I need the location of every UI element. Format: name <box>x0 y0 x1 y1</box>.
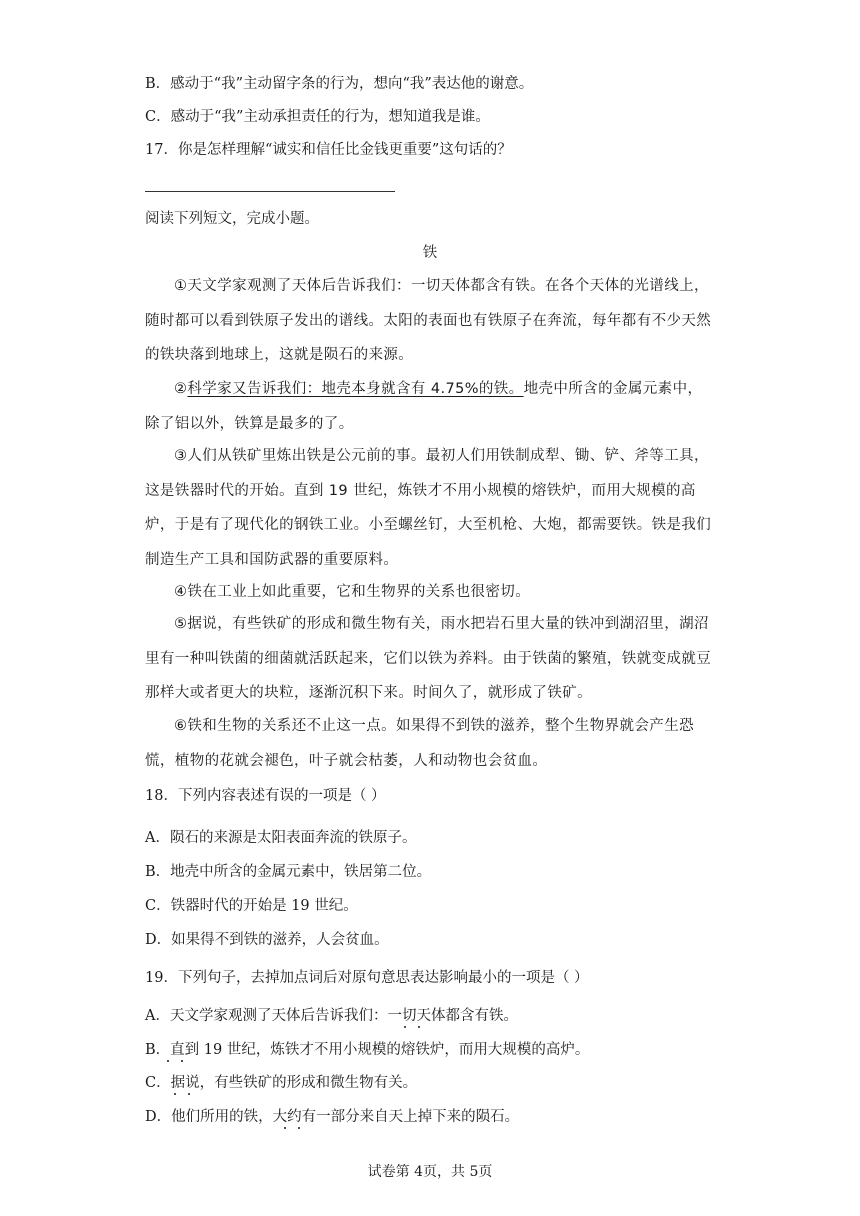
page-footer: 试卷第 4页，共 5页 <box>367 1164 493 1180</box>
emphasis-dot <box>181 1060 183 1062</box>
emphasis-dot <box>404 1026 406 1028</box>
emphasis-dot <box>174 1093 176 1095</box>
emphasis-dot <box>298 1127 300 1129</box>
question-18-option-c: C．铁器时代的开始是 19 世纪。 <box>145 898 358 914</box>
paragraph-4: ④铁在工业上如此重要，它和生物界的关系也很密切。 <box>174 584 531 600</box>
question-18-stem: 18．下列内容表述有误的一项是（ ） <box>145 788 386 804</box>
article-title: 铁 <box>422 245 438 261</box>
question-19-option-a: A．天文学家观测了天体后告诉我们：一切天体都含有铁。 <box>145 1008 518 1024</box>
paragraph-3: ③人们从铁矿里炼出铁是公元前的事。最初人们用铁制成犁、锄、铲、斧等工具，这是铁器时代的开始。直到 19 世纪，炼铁才不用小规模的熔铁炉，而用大规模的高炉，于是有了现代化的钢铁工业。小至螺丝钉，大至机枪、大炮，都需要铁。铁是我们制造生产工具和国防武器的重要原料。 <box>145 448 712 569</box>
question-19-stem: 19．下列句子，去掉加点词后对原句意思表达影响最小的一项是（ ） <box>145 970 589 986</box>
question-17: 17．你是怎样理解“诚实和信任比金钱更重要”这句话的？ <box>145 142 512 158</box>
paragraph-2-number: ② <box>174 381 188 397</box>
emphasis-dot <box>167 1060 169 1062</box>
answer-blank-line <box>145 191 395 192</box>
question-18-option-d: D．如果得不到铁的滋养，人会贫血。 <box>145 932 389 948</box>
question-19-option-b: B．直到 19 世纪，炼铁才不用小规模的熔铁炉，而用大规模的高炉。 <box>145 1042 590 1058</box>
paragraph-2-rest: 地壳中所含的金属元素中，除了铝以外，铁算是最多的了。 <box>145 381 703 432</box>
emphasis-dot <box>188 1093 190 1095</box>
paragraph-2 <box>145 372 715 441</box>
prev-option-b: B．感动于“我”主动留字条的行为，想向“我”表达他的谢意。 <box>145 76 534 92</box>
reading-intro: 阅读下列短文，完成小题。 <box>145 211 319 227</box>
paragraph-5: ⑤据说，有些铁矿的形成和微生物有关，雨水把岩石里大量的铁冲到湖沼里，湖沼里有一种叫铁菌的细菌就活跃起来，它们以铁为养料。由于铁菌的繁殖，铁就变成就豆那样大或者更大的块粒，逐渐沉积下来。时间久了，就形成了铁矿。 <box>145 616 712 702</box>
question-18-option-b: B．地壳中所含的金属元素中，铁居第二位。 <box>145 864 432 880</box>
question-18-option-a: A．陨石的来源是太阳表面奔流的铁原子。 <box>145 830 417 846</box>
emphasis-dot <box>284 1127 286 1129</box>
emphasis-dot <box>418 1026 420 1028</box>
question-19-option-d: D．他们所用的铁，大约有一部分来自天上掉下来的陨石。 <box>145 1109 520 1125</box>
paragraph-1: ①天文学家观测了天体后告诉我们：一切天体都含有铁。在各个天体的光谱线上，随时都可以看到铁原子发出的谱线。太阳的表面也有铁原子在奔流，每年都有不少天然的铁块落到地球上，这就是陨石的来源。 <box>145 278 712 364</box>
paragraph-2-underlined-sentence: 科学家又告诉我们：地壳本身就含有 4.75%的铁。 <box>187 381 524 397</box>
prev-option-c: C．感动于“我”主动承担责任的行为，想知道我是谁。 <box>145 109 490 125</box>
paragraph-6: ⑥铁和生物的关系还不止这一点。如果得不到铁的滋养，整个生物界就会产生恐慌，植物的花就会褪色，叶子就会枯萎，人和动物也会贫血。 <box>145 718 694 769</box>
question-19-option-c: C．据说，有些铁矿的形成和微生物有关。 <box>145 1075 418 1091</box>
